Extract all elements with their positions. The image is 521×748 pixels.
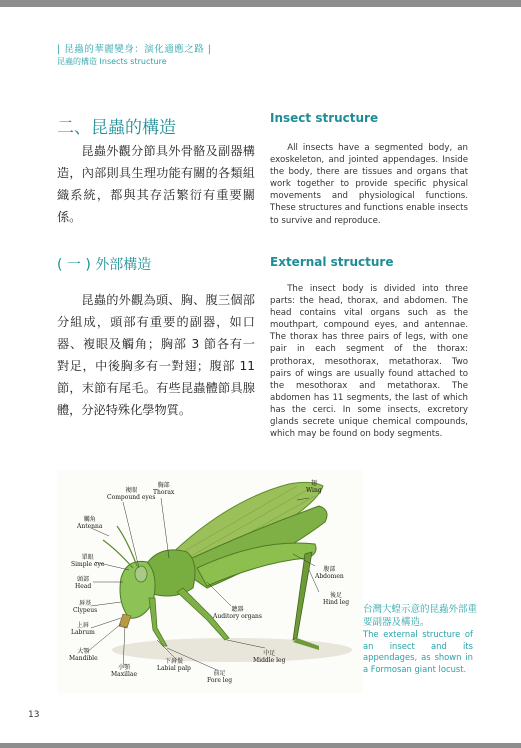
- label-labial-palp: 下唇鬚 Labial palp: [157, 658, 191, 672]
- locust-illustration: [57, 470, 363, 693]
- section-heading-en: Insect structure: [270, 111, 379, 125]
- running-header-section: 昆蟲的構造 Insects structure: [57, 57, 167, 66]
- section-heading-zh: 二、昆蟲的構造: [57, 118, 176, 138]
- label-mandible: 大顎 Mandible: [69, 648, 98, 662]
- body-paragraph-en: The insect body is divided into three parts: the head, thorax, and abdomen. The head contains vital organs such as the mouthpart, compound eyes, and antennae. The thorax has three pairs of legs, with one pair in each segment of the thorax: prothorax, mesothorax, metathorax. Two pairs of wings are usually found attached to the mesothorax and metathorax. The abdomen has 11 segments, the last of which has the cerci. In some insects, excretory glands secrete unique chemical compounds, which may be found on body segments.: [270, 284, 468, 440]
- label-abdomen: 腹部 Abdomen: [315, 566, 344, 580]
- label-maxillae: 小顎 Maxillae: [111, 664, 137, 678]
- label-compound-eyes: 複眼 Compound eyes: [107, 487, 156, 501]
- label-simple-eye: 單眼 Simple eye: [71, 554, 105, 568]
- page-number: 13: [28, 710, 40, 720]
- figure-caption-en: The external structure of an insect and its appendages, as shown in a Formosan giant locust.: [363, 629, 473, 674]
- running-header-title: | 昆蟲的華麗變身：演化適應之路 |: [57, 44, 212, 55]
- figure-caption-zh: 台灣大蝗示意的昆蟲外部重要副器及構造。: [363, 604, 478, 628]
- label-thorax: 胸部 Thorax: [153, 482, 175, 496]
- eye-shape: [135, 566, 147, 582]
- bottom-bar: [0, 743, 521, 748]
- label-hind-leg: 後足 Hind leg: [323, 592, 350, 606]
- fore-leg-shape: [149, 598, 167, 646]
- subheading-en: External structure: [270, 255, 394, 269]
- shadow: [112, 638, 352, 662]
- intro-paragraph-zh: 昆蟲外觀分節具外骨骼及副器構造，內部則具生理功能有關的各類組織系統，都與其存活繁衍有重要關係。: [57, 144, 255, 224]
- label-labrum: 上唇 Labrum: [71, 622, 95, 636]
- label-auditory-organs: 聽器 Auditory organs: [213, 606, 262, 620]
- label-wing: 翅 Wing: [306, 480, 322, 494]
- top-bar: [0, 0, 521, 7]
- locust-diagram: [57, 470, 363, 693]
- intro-paragraph-en: All insects have a segmented body, an exoskeleton, and jointed appendages. Inside the body, there are tissues and organs that work together to provide specific physical movements and physiological functions. These structures and functions enable insects to survive and reproduce.: [270, 143, 468, 226]
- hind-tibia: [293, 552, 312, 640]
- label-clypeus: 唇基 Clypeus: [73, 600, 98, 614]
- label-middle-leg: 中足 Middle leg: [253, 650, 286, 664]
- subheading-zh: ( 一 ) 外部構造: [57, 257, 152, 273]
- label-fore-leg: 前足 Fore leg: [207, 670, 233, 684]
- label-head: 頭部 Head: [75, 576, 92, 590]
- body-paragraph-zh: 昆蟲的外觀為頭、胸、腹三個部分組成，頭部有重要的副器，如口器、複眼及觸角；胸部 3 節各有一對足，中後胸多有一對翅；腹部 11 節，末節有尾毛。有些昆蟲體節具腺體，分泌特殊化學物質。: [57, 293, 255, 417]
- label-antenna: 觸角 Antenna: [77, 516, 103, 530]
